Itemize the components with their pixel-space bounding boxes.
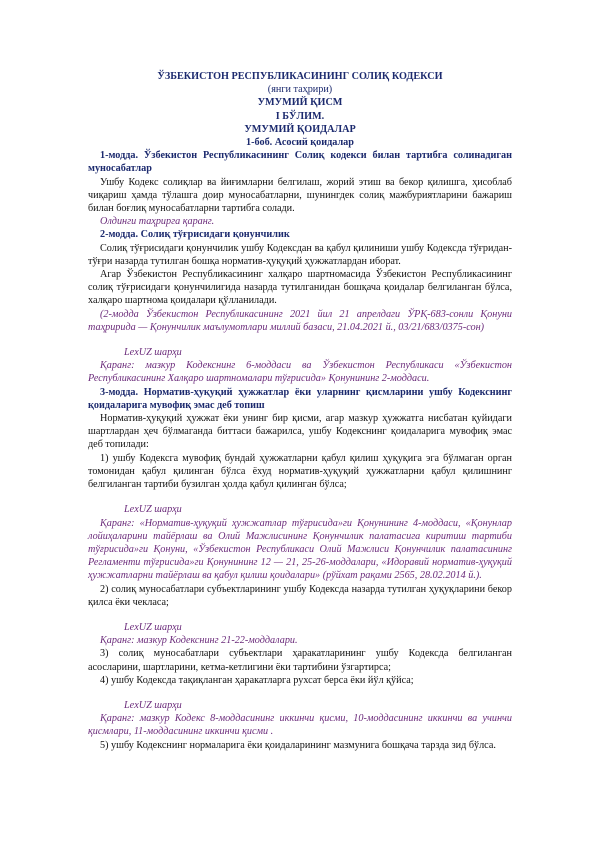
chapter-heading: 1-боб. Асосий қоидалар — [246, 137, 354, 149]
article-3-item-5: 5) ушбу Кодекснинг нормаларига ёки қоидаларининг мазмунига бошқача тарзда зид бўлса. — [100, 739, 496, 751]
article-3-item-2: 2) солиқ муносабатлари субъектларининг ушбу Кодексда назарда тутилган ҳуқуқларини бекор қилса ёки чекласа; — [88, 583, 512, 608]
article-2-heading[interactable]: 2-модда. Солиқ тўғрисидаги қонунчилик — [100, 229, 290, 241]
article-3-item-4: 4) ушбу Кодексда тақиқланган ҳаракатларга рухсат берса ёки йўл қўйса; — [100, 674, 414, 686]
section-heading: I БЎЛИМ. — [275, 110, 325, 122]
article-1-heading[interactable]: 1-модда. Ўзбекистон Республикасининг Солиқ кодекси билан тартибга солинадиган муносабатлар — [88, 150, 512, 175]
lexuz-comment-label: LexUZ шарҳи — [124, 621, 182, 633]
document-title: ЎЗБЕКИСТОН РЕСПУБЛИКАСИНИНГ СОЛИҚ КОДЕКСИ — [157, 71, 443, 82]
edition-label: (янги таҳрири) — [267, 84, 333, 96]
article-1-text: Ушбу Кодекс солиқлар ва йиғимларни белгилаш, жорий этиш ва бекор қилишга, ҳисоблаб чиқариш ҳамда тўлашга доир муносабатларни, шунингдек солиқ мажбуриятларини бажариш билан боғлиқ муносабатларни тартибга солади. — [88, 176, 512, 215]
document-page — [88, 70, 512, 752]
lexuz-comment-text[interactable]: Қаранг: мазкур Кодекснинг 6-моддаси ва Ўзбекистон Республикаси «Ўзбекистон Республикасининг Халқаро шартномалари тўғрисида» Қонунининг 2-моддаси. — [88, 360, 512, 385]
article-3-paragraph-1: Норматив-ҳуқуқий ҳужжат ёки унинг бир қисми, агар мазкур ҳужжатга нисбатан қуйидаги шартлардан ҳеч бўлмаганда биттаси бажарилса, ушбу Кодекснинг қоидаларига мувофиқ эмас деб топилади: — [88, 413, 512, 451]
lexuz-comment-text[interactable]: Қаранг: «Норматив-ҳуқуқий ҳужжатлар тўғрисида»ги Қонунининг 4-моддаси, «Қонунлар лойиҳаларини тайёрлаш ва Олий Мажлисининг Қонунчилик палатасига киритиш тартиби тўғрисида»ги Қонуни, «Ўзбекистон Республикаси Олий Мажлиси Қонунчилик палатасининг Регламенти тўғрисида»ги Қонунининг 12 — 21, 25-26-моддалари, «Идоравий норматив-ҳуқуқий ҳужжатларни тайёрлаш ва қабул қилиш қоидалари» (рўйхат рақами 2565, 28.02.2014 й.). — [88, 517, 512, 582]
previous-edition-link[interactable]: Олдинги таҳрирга қаранг. — [100, 216, 215, 228]
part-heading: УМУМИЙ ҚИСМ — [257, 97, 343, 109]
lexuz-comment-label: LexUZ шарҳи — [124, 504, 182, 516]
lexuz-comment-label: LexUZ шарҳи — [124, 699, 182, 711]
article-2-paragraph-2: Агар Ўзбекистон Республикасининг халқаро шартномасида Ўзбекистон Республикасининг солиқ тўғрисидаги қонунчилигида назарда тутилганидан бошқача қоидалар белгиланган бўлса, халқаро шартнома қоидалари қўлланилади. — [88, 269, 512, 307]
section-title: УМУМИЙ ҚОИДАЛАР — [244, 123, 356, 135]
article-3-item-1: 1) ушбу Кодексга мувофиқ бундай ҳужжатларни қабул қилиш ҳуқуқига эга бўлмаган орган томонидан қабул қилинган бўлса ёхуд норматив-ҳуқуқий ҳужжатларни қабул қилишнинг белгиланган тартиби бузилган ҳолда қабул қилинган бўлса; — [88, 452, 512, 491]
article-2-paragraph-1: Солиқ тўғрисидаги қонунчилик ушбу Кодексдан ва қабул қилиниши ушбу Кодексда тўғридан-тўғри назарда тутилган бошқа норматив-ҳуқуқий ҳужжатлардан иборат. — [88, 242, 512, 267]
article-2-amendment-note[interactable]: (2-модда Ўзбекистон Республикасининг 2021 йил 21 апрелдаги ЎРҚ-683-сонли Қонуни таҳририда — Қонунчилик маълумотлари миллий базаси, 21.04.2021 й., 03/21/683/0375-сон) — [88, 308, 512, 333]
lexuz-comment-text[interactable]: Қаранг: мазкур Кодекснинг 21-22-моддалари. — [100, 635, 298, 647]
article-3-heading[interactable]: 3-модда. Норматив-ҳуқуқий ҳужжатлар ёки уларнинг қисмларини ушбу Кодекснинг қоидаларига мувофиқ эмас деб топиш — [88, 386, 512, 411]
lexuz-comment-label: LexUZ шарҳи — [124, 347, 182, 359]
article-3-item-3: 3) солиқ муносабатлари субъектлари ҳаракатларининг ушбу Кодексда белгиланган асосларини, шартларини, кетма-кетлигини ёки тартибини ўзгартирса; — [88, 648, 512, 673]
lexuz-comment-text[interactable]: Қаранг: мазкур Кодекс 8-моддасининг иккинчи қисми, 10-моддасининг иккинчи ва учинчи қисмлари, 11-моддасининг иккинчи қисми . — [88, 713, 512, 738]
